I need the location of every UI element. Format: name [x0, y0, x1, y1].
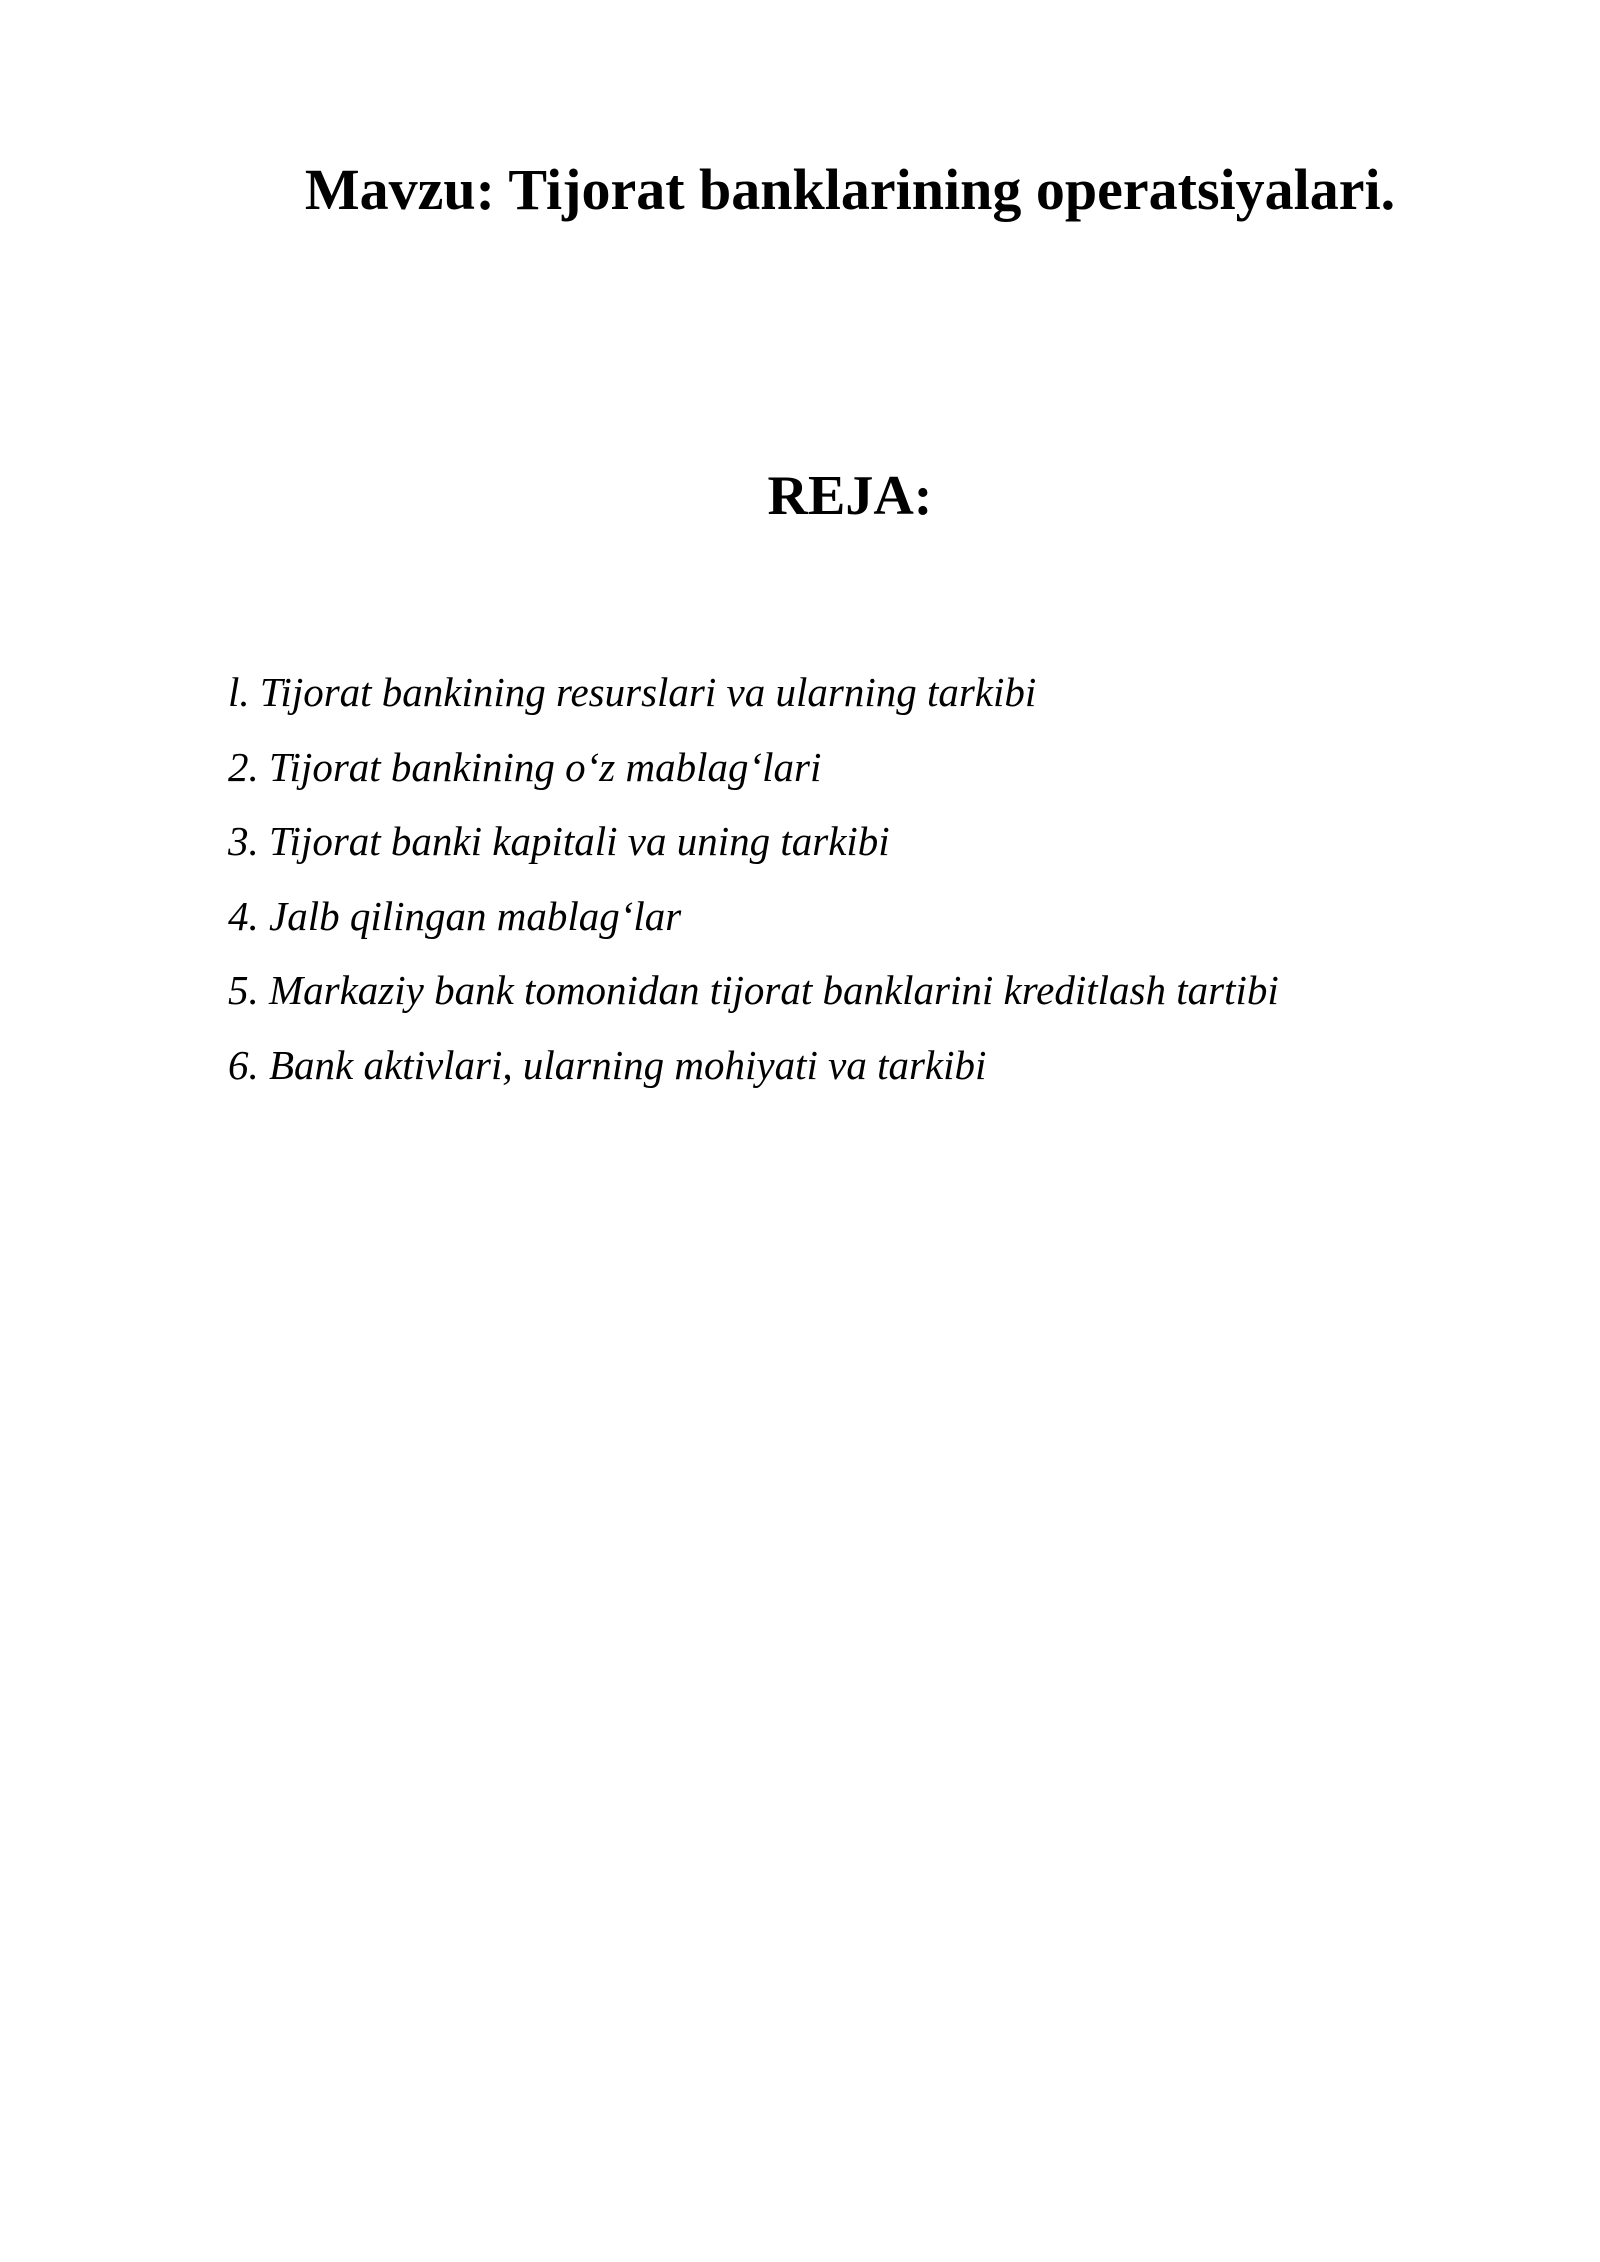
plan-heading: REJA:: [767, 465, 933, 527]
plan-item: 6. Bank aktivlari, ularning mohiyati va tarkibi: [228, 1041, 987, 1088]
plan-item: 4. Jalb qilingan mablag‘lar: [228, 892, 682, 939]
plan-item: 3. Tijorat banki kapitali va uning tarkibi: [228, 818, 890, 864]
plan-item: 2. Tijorat bankining o‘z mablag‘lari: [228, 743, 822, 790]
document-title: Mavzu: Tijorat banklarining operatsiyalari.: [304, 157, 1396, 222]
plan-list: [228, 655, 1279, 1102]
plan-item: l. Tijorat bankining resurslari va ularning tarkibi: [228, 669, 1037, 715]
plan-item: 5. Markaziy bank tomonidan tijorat banklarini kreditlash tartibi: [228, 967, 1279, 1013]
